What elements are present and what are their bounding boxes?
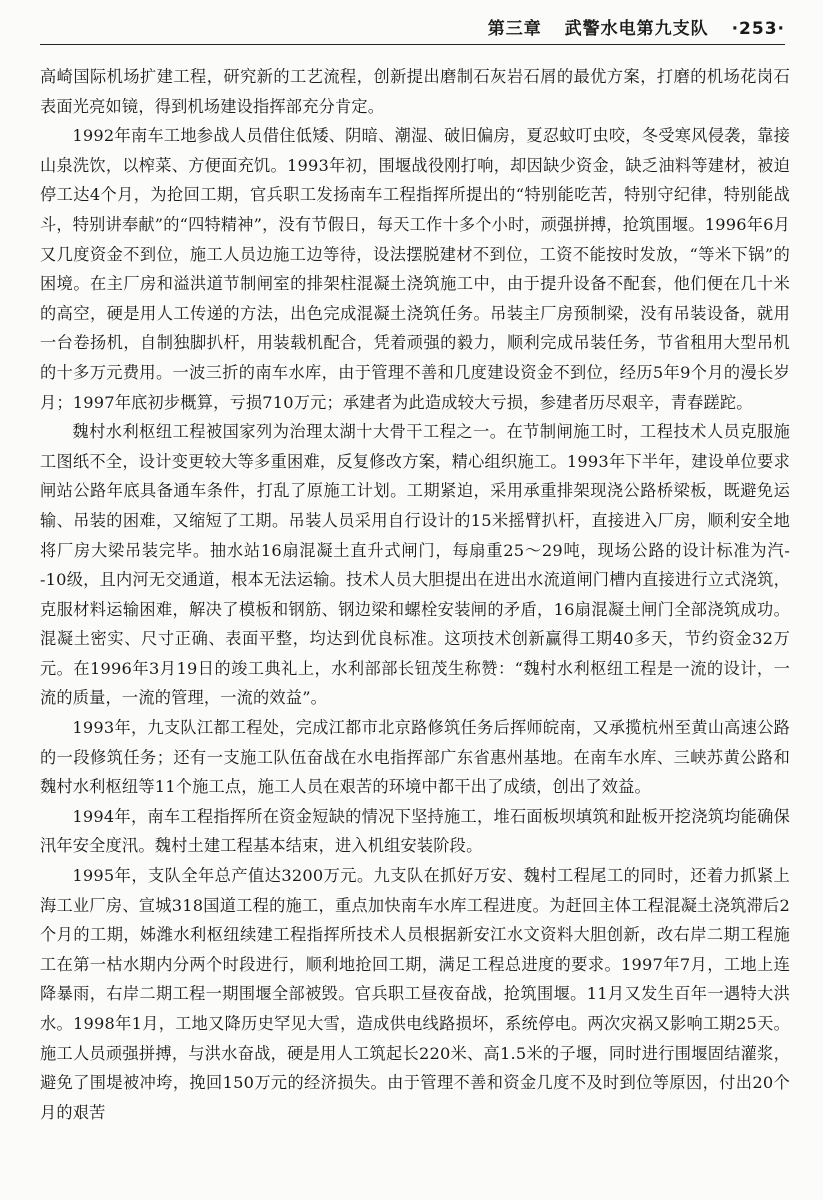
paragraph-1994: 1994年，南车工程指挥所在资金短缺的情况下坚持施工，堆石面板坝填筑和趾板开挖浇筑均能确保汛年安全度汛。魏村土建工程基本结束，进入机组安装阶段。: [40, 806, 790, 856]
running-header: [40, 14, 785, 45]
body-text: [40, 62, 790, 1127]
paragraph-nanche-1992: 1992年南车工地参战人员借住低矮、阴暗、潮湿、破旧偏房，夏忍蚊叮虫咬，冬受寒风侵袭，靠接山泉洗饮，以榨菜、方便面充饥。1993年初，围堰战役刚打响，却因缺少资金，缺乏油料等建材，被迫停工达4个月，为抢回工期，官兵职工发扬南车工程指挥所提出的“特别能吃苦，特别守纪律，特别能战斗，特别讲奉献”的“四特精神”，没有节假日，每天工作十多个小时，顽强拼搏，抢筑围堰。1996年6月又几度资金不到位，施工人员边施工边等待，设法摆脱建材不到位，工资不能按时发放，“等米下锅”的困境。在主厂房和溢洪道节制闸室的排架柱混凝土浇筑施工中，由于提升设备不配套，他们便在几十米的高空，硬是用人工传递的方法，出色完成混凝土浇筑任务。吊装主厂房预制梁，没有吊装设备，就用一台卷扬机，自制独脚扒杆，用装载机配合，凭着顽强的毅力，顺利完成吊装任务，节省租用大型吊机的十多万元费用。一波三折的南车水库，由于管理不善和几度建设资金不到位，经历5年9个月的漫长岁月；1997年底初步概算，亏损710万元；承建者为此造成较大亏损，参建者历尽艰辛，青春蹉跎。: [40, 126, 790, 412]
paragraph-continued: 高崎国际机场扩建工程，研究新的工艺流程，创新提出磨制石灰岩石屑的最优方案，打磨的机场花岗石表面光亮如镜，得到机场建设指挥部充分肯定。: [40, 67, 790, 116]
chapter-label: 第三章: [487, 19, 542, 39]
page-number: ·253·: [731, 19, 785, 39]
paragraph-1993: 1993年，九支队江都工程处，完成江都市北京路修筑任务后挥师皖南，又承揽杭州至黄山高速公路的一段修筑任务；还有一支施工队伍奋战在水电指挥部广东省惠州基地。在南车水库、三峡苏黄公路和魏村水利枢纽等11个施工点，施工人员在艰苦的环境中都干出了成绩，创出了效益。: [40, 718, 790, 797]
paragraph-weicun: 魏村水利枢纽工程被国家列为治理太湖十大骨干工程之一。在节制闸施工时，工程技术人员克服施工图纸不全，设计变更较大等多重困难，反复修改方案，精心组织施工。1993年下半年，建设单位要求闸站公路年底具备通车条件，打乱了原施工计划。工期紧迫，采用承重排架现浇公路桥梁板，既避免运输、吊装的困难，又缩短了工期。吊装人员采用自行设计的15米摇臂扒杆，直接进入厂房，顺利安全地将厂房大梁吊装完毕。抽水站16扇混凝土直升式闸门，每扇重25～29吨，现场公路的设计标准为汽--10级，且内河无交通道，根本无法运输。技术人员大胆提出在进出水流道闸门槽内直接进行立式浇筑，克服材料运输困难，解决了模板和钢筋、钢边梁和螺栓安装闸的矛盾，16扇混凝土闸门全部浇筑成功。混凝土密实、尺寸正确、表面平整，均达到优良标准。这项技术创新赢得工期40多天，节约资金32万元。在1996年3月19日的竣工典礼上，水利部部长钮茂生称赞：“魏村水利枢纽工程是一流的设计，一流的质量，一流的管理，一流的效益”。: [40, 422, 790, 708]
paragraph-1995: 1995年，支队全年总产值达3200万元。九支队在抓好万安、魏村工程尾工的同时，还着力抓紧上海工业厂房、宣城318国道工程的施工，重点加快南车水库工程进度。为赶回主体工程混凝土浇筑滞后2个月的工期，姊潍水利枢纽续建工程指挥所技术人员根据新安江水文资料大胆创新，改右岸二期工程施工在第一枯水期内分两个时段进行，顺利地抢回工期，满足工程总进度的要求。1997年7月，工地上连降暴雨，右岸二期工程一期围堰全部被毁。官兵职工昼夜奋战，抢筑围堰。11月又发生百年一遇特大洪水。1998年1月，工地又降历史罕见大雪，造成供电线路损坏，系统停电。两次灾祸又影响工期25天。施工人员顽强拼搏，与洪水奋战，硬是用人工筑起长220米、高1.5米的子堰，同时进行围堰固结灌浆，避免了围堤被冲垮，挽回150万元的经济损失。由于管理不善和资金几度不及时到位等原因，付出20个月的艰苦: [40, 866, 790, 1122]
chapter-title: 武警水电第九支队: [564, 19, 709, 39]
